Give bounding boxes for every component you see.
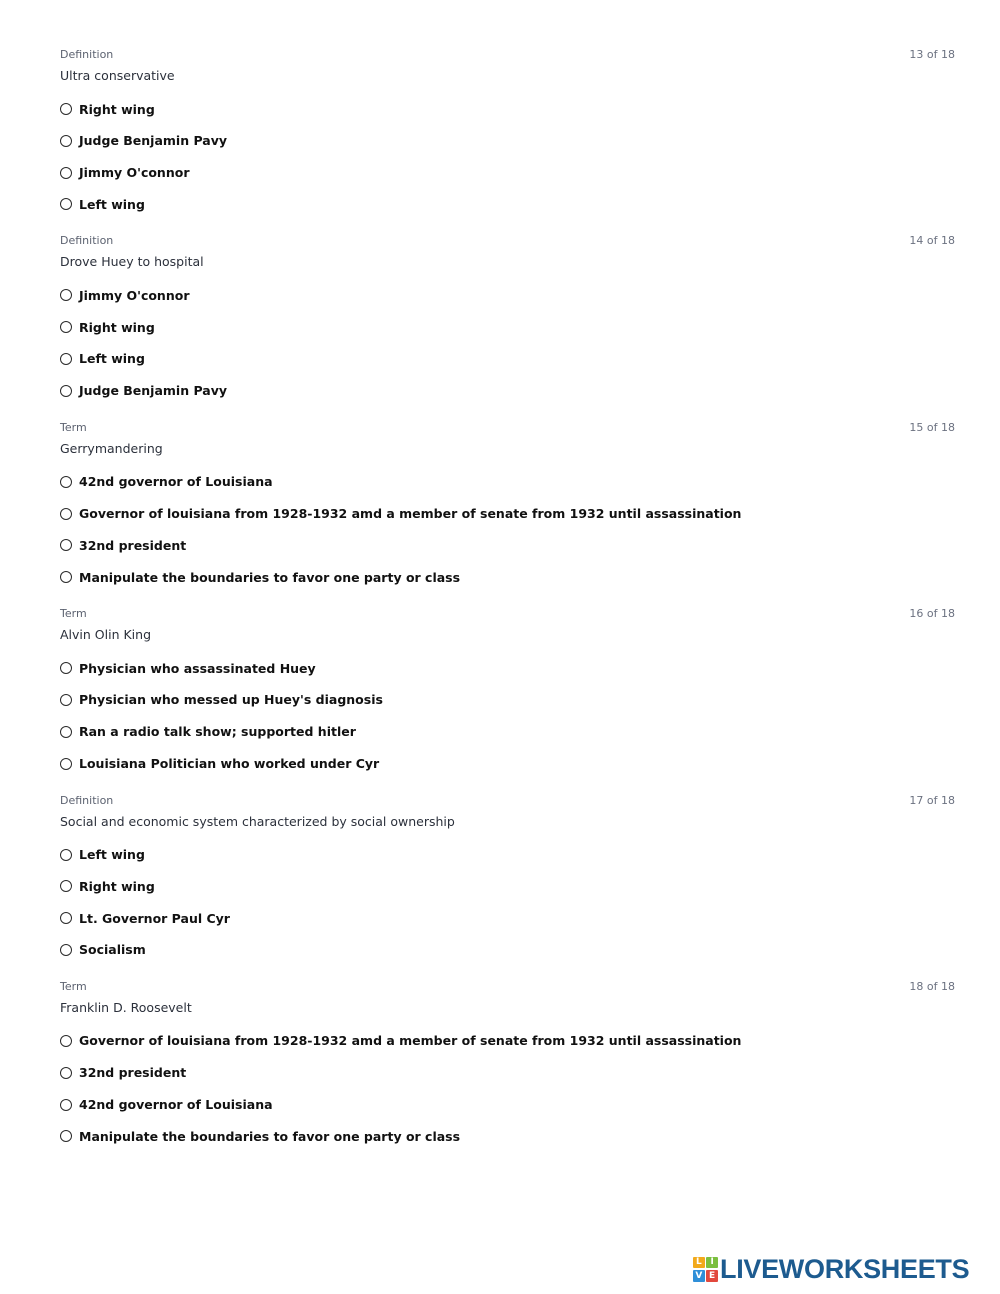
answer-option-label: Lt. Governor Paul Cyr [79, 910, 230, 926]
radio-button-icon[interactable] [60, 476, 72, 488]
answer-option[interactable] [60, 164, 227, 182]
radio-button-icon[interactable] [60, 912, 72, 924]
answer-options [60, 100, 227, 227]
radio-button-icon[interactable] [60, 1035, 72, 1047]
radio-button-icon[interactable] [60, 1067, 72, 1079]
answer-option-label: Judge Benjamin Pavy [79, 383, 228, 399]
answer-option-label: Right wing [79, 319, 155, 335]
answer-option[interactable] [60, 691, 383, 709]
answer-option-label: Jimmy O'connor [79, 165, 190, 181]
logo-mark-icon [693, 1257, 718, 1282]
answer-option-label: Jimmy O'connor [79, 287, 190, 303]
radio-button-icon[interactable] [60, 726, 72, 738]
question-type-label: Term [60, 979, 87, 993]
question-counter: 17 of 18 [909, 793, 955, 807]
answer-option-label: Right wing [79, 878, 155, 894]
answer-option[interactable] [60, 723, 383, 741]
answer-option[interactable] [60, 195, 227, 213]
answer-option[interactable] [60, 1032, 741, 1050]
answer-option[interactable] [60, 536, 741, 554]
radio-button-icon[interactable] [60, 321, 72, 333]
question-block [60, 793, 955, 979]
radio-button-icon[interactable] [60, 353, 72, 365]
answer-option[interactable] [60, 1064, 741, 1082]
radio-button-icon[interactable] [60, 662, 72, 674]
question-prompt: Social and economic system characterized by social ownership [60, 813, 455, 829]
question-type-label: Term [60, 420, 87, 434]
answer-option-label: Right wing [79, 101, 155, 117]
question-prompt: Ultra conservative [60, 68, 175, 83]
answer-option-label: 42nd governor of Louisiana [79, 474, 273, 490]
question-type-label: Definition [60, 234, 114, 248]
answer-option[interactable] [60, 846, 230, 864]
question-counter: 13 of 18 [909, 48, 955, 61]
answer-option-label: 32nd president [79, 537, 187, 553]
radio-button-icon[interactable] [60, 385, 72, 397]
answer-option[interactable] [60, 132, 227, 150]
answer-option[interactable] [60, 1096, 741, 1114]
answer-options [60, 1032, 741, 1159]
question-counter: 18 of 18 [909, 979, 955, 993]
answer-option[interactable] [60, 941, 230, 959]
radio-button-icon[interactable] [60, 289, 72, 301]
question-prompt: Alvin Olin King [60, 627, 151, 643]
radio-button-icon[interactable] [60, 508, 72, 520]
answer-option[interactable] [60, 659, 383, 677]
answer-option[interactable] [60, 568, 741, 586]
answer-option[interactable] [60, 382, 227, 400]
logo-text: LIVEWORKSHEETS [720, 1254, 970, 1284]
liveworksheets-logo [693, 1255, 969, 1283]
answer-options [60, 846, 230, 973]
answer-option-label: Physician who messed up Huey's diagnosis [79, 692, 383, 708]
radio-button-icon[interactable] [60, 849, 72, 861]
answer-option-label: Left wing [79, 351, 145, 367]
answer-option-label: 42nd governor of Louisiana [79, 1097, 273, 1113]
answer-option[interactable] [60, 318, 227, 336]
logo-mark-e: E [706, 1270, 718, 1282]
answer-option-label: Governor of louisiana from 1928-1932 amd a member of senate from 1932 until assassination [79, 506, 742, 522]
answer-option[interactable] [60, 877, 230, 895]
question-block [60, 979, 955, 1165]
radio-button-icon[interactable] [60, 167, 72, 179]
radio-button-icon[interactable] [60, 571, 72, 583]
answer-options [60, 473, 741, 600]
answer-option[interactable] [60, 286, 227, 304]
answer-option-label: Judge Benjamin Pavy [79, 133, 228, 149]
answer-options [60, 659, 383, 786]
answer-option[interactable] [60, 350, 227, 368]
answer-option[interactable] [60, 755, 383, 773]
radio-button-icon[interactable] [60, 135, 72, 147]
radio-button-icon[interactable] [60, 880, 72, 892]
question-block [60, 420, 955, 606]
answer-option-label: Left wing [79, 847, 145, 863]
radio-button-icon[interactable] [60, 198, 72, 210]
answer-option-label: Manipulate the boundaries to favor one party or class [79, 569, 461, 585]
radio-button-icon[interactable] [60, 758, 72, 770]
question-prompt: Gerrymandering [60, 440, 163, 456]
question-counter: 16 of 18 [909, 607, 955, 621]
question-block [60, 233, 955, 419]
radio-button-icon[interactable] [60, 944, 72, 956]
question-counter: 14 of 18 [909, 234, 955, 248]
question-prompt: Drove Huey to hospital [60, 254, 204, 270]
question-block [60, 606, 955, 792]
logo-mark-l: L [693, 1257, 705, 1269]
radio-button-icon[interactable] [60, 694, 72, 706]
question-prompt: Franklin D. Roosevelt [60, 999, 192, 1015]
radio-button-icon[interactable] [60, 539, 72, 551]
answer-option-label: Governor of louisiana from 1928-1932 amd a member of senate from 1932 until assassination [79, 1033, 742, 1049]
radio-button-icon[interactable] [60, 1130, 72, 1142]
logo-mark-v: V [693, 1270, 705, 1282]
answer-option-label: 32nd president [79, 1065, 187, 1081]
answer-option-label: Manipulate the boundaries to favor one party or class [79, 1128, 461, 1144]
question-type-label: Term [60, 607, 87, 621]
question-counter: 15 of 18 [909, 420, 955, 434]
radio-button-icon[interactable] [60, 103, 72, 115]
question-type-label: Definition [60, 48, 114, 61]
question-block [60, 47, 955, 233]
answer-option-label: Left wing [79, 196, 145, 212]
answer-option-label: Ran a radio talk show; supported hitler [79, 724, 356, 740]
answer-option-label: Louisiana Politician who worked under Cyr [79, 756, 380, 772]
answer-option-label: Socialism [79, 942, 146, 958]
questions-list [60, 47, 955, 1165]
answer-option[interactable] [60, 473, 741, 491]
radio-button-icon[interactable] [60, 1099, 72, 1111]
answer-option[interactable] [60, 505, 741, 523]
answer-option[interactable] [60, 909, 230, 927]
answer-option-label: Physician who assassinated Huey [79, 660, 316, 676]
logo-mark-i: I [706, 1257, 718, 1269]
question-type-label: Definition [60, 793, 114, 807]
answer-option[interactable] [60, 1127, 741, 1145]
answer-option[interactable] [60, 100, 227, 118]
answer-options [60, 286, 227, 413]
